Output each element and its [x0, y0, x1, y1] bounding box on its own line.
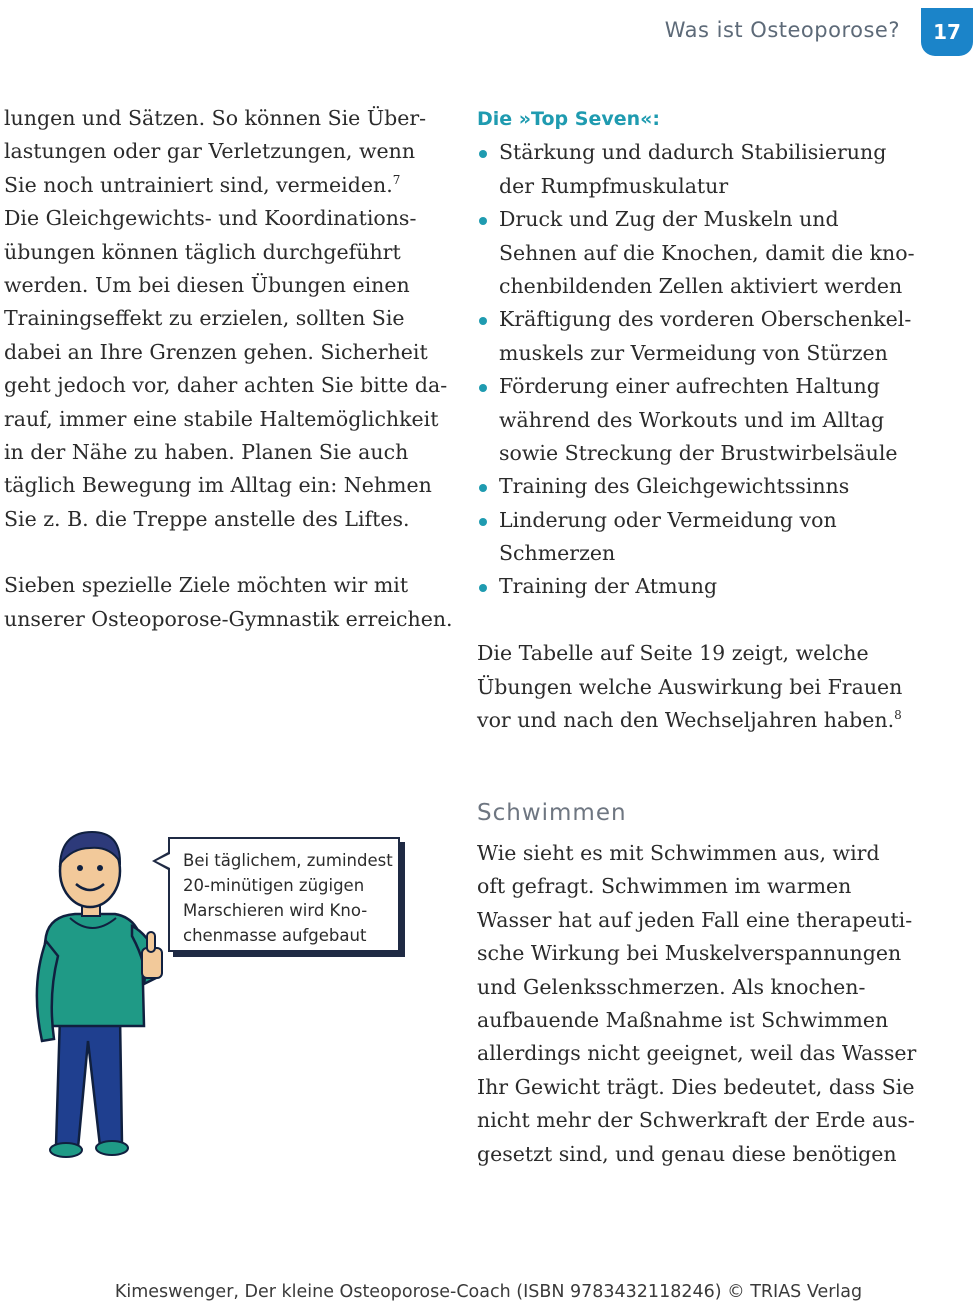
- list-item: [477, 136, 917, 203]
- text-line: Übungen welche Auswirkung bei Frauen: [477, 674, 903, 699]
- list-item-line: Linderung oder Vermeidung von: [499, 507, 837, 532]
- text-line: [4, 169, 444, 202]
- list-item-line: Druck und Zug der Muskeln und: [499, 207, 839, 232]
- text-line: sche Wirkung bei Muskelverspannungen: [477, 941, 902, 966]
- footnote-reference[interactable]: 8: [894, 708, 902, 723]
- text-line: oft gefragt. Schwimmen im warmen: [477, 874, 852, 899]
- list-item-line: während des Workouts und im Alltag: [499, 407, 885, 432]
- speech-bubble-line: Marschieren wird Kno-: [183, 901, 368, 920]
- text-line: Wasser hat auf jeden Fall eine therapeuti-: [477, 907, 913, 932]
- list-item-line: Sehnen auf die Knochen, damit die kno-: [499, 240, 915, 265]
- text-line: Wie sieht es mit Schwimmen aus, wird: [477, 841, 880, 865]
- text-line: unserer Osteoporose-Gymnastik erreichen.: [4, 606, 453, 631]
- text-line: Die Gleichgewichts- und Koordinations-: [4, 206, 417, 231]
- list-item-line: Stärkung und dadurch Stabilisierung: [499, 140, 887, 165]
- page-number-badge: 17: [921, 8, 973, 56]
- list-item-line: Training des Gleichgewichtssinns: [499, 474, 850, 499]
- speech-bubble-line: Bei täglichem, zumindest: [183, 851, 393, 870]
- list-item-line: Schmerzen: [499, 541, 616, 566]
- list-item: [477, 370, 917, 470]
- cartoon-man-thumbs-up-illustration: [20, 826, 170, 1166]
- text-line: in der Nähe zu haben. Planen Sie auch: [4, 439, 409, 464]
- text-line: übungen können täglich durchgeführt: [4, 239, 401, 264]
- swimming-text: [477, 837, 917, 1171]
- list-item: [477, 203, 917, 303]
- text-line: Sie z. B. die Treppe anstelle des Liftes.: [4, 506, 410, 531]
- text-line: Die Tabelle auf Seite 19 zeigt, welche: [477, 641, 869, 666]
- list-item: [477, 570, 917, 603]
- list-item-line: sowie Streckung der Brustwirbelsäule: [499, 440, 898, 465]
- text-line: Trainingseffekt zu erzielen, sollten Sie: [4, 306, 405, 331]
- text-line: dabei an Ihre Grenzen gehen. Sicherheit: [4, 339, 428, 364]
- text-line: nicht mehr der Schwerkraft der Erde aus-: [477, 1108, 915, 1133]
- text-line: täglich Bewegung im Alltag ein: Nehmen: [4, 473, 432, 498]
- list-item: [477, 303, 917, 370]
- list-item: [477, 504, 917, 571]
- list-item-line: Training der Atmung: [499, 574, 718, 599]
- text-line: Sieben spezielle Ziele möchten wir mit: [4, 573, 409, 598]
- list-item: [477, 470, 917, 503]
- list-item-line: der Rumpfmuskulatur: [499, 173, 729, 198]
- text-line: lastungen oder gar Verletzungen, wenn: [4, 139, 416, 164]
- text-line: lungen und Sätzen. So können Sie Über-: [4, 106, 427, 130]
- speech-bubble-line: chenmasse aufgebaut: [183, 926, 367, 945]
- text-line: werden. Um bei diesen Übungen einen: [4, 272, 410, 297]
- top-seven-heading: Die »Top Seven«:: [477, 108, 661, 130]
- top-seven-list: [477, 136, 917, 603]
- text-line: gesetzt sind, und genau diese benötigen: [477, 1141, 897, 1166]
- text-line: [477, 704, 917, 737]
- text-line: Ihr Gewicht trägt. Dies bedeutet, dass Sie: [477, 1074, 915, 1099]
- list-item-line: muskels zur Vermeidung von Stürzen: [499, 340, 888, 365]
- text-line: allerdings nicht geeignet, weil das Wasser: [477, 1041, 917, 1066]
- left-column: [4, 102, 453, 636]
- text-line: rauf, immer eine stabile Haltemöglichkeit: [4, 406, 439, 431]
- section-heading-swimming: Schwimmen: [477, 800, 627, 826]
- list-item-line: chenbildenden Zellen aktiviert werden: [499, 273, 903, 298]
- text-line-content: Sie noch untrainiert sind, vermeiden.: [4, 172, 393, 197]
- list-item-line: Förderung einer aufrechten Haltung: [499, 374, 880, 399]
- text-line: geht jedoch vor, daher achten Sie bitte da-: [4, 373, 448, 398]
- speech-bubble-line: 20-minütigen zügigen: [183, 876, 365, 895]
- speech-bubble: [168, 837, 400, 952]
- right-column: [477, 103, 917, 737]
- running-header-title: Was ist Osteoporose?: [664, 18, 900, 42]
- text-line: und Gelenksschmerzen. Als knochen-: [477, 974, 866, 999]
- footer-copyright: Kimeswenger, Der kleine Osteoporose-Coach (ISBN 9783432118246) © TRIAS Verlag: [114, 1282, 863, 1302]
- text-line-content: vor und nach den Wechseljahren haben.: [477, 708, 895, 733]
- list-item-line: Kräftigung des vorderen Oberschenkel-: [499, 307, 912, 332]
- footnote-reference[interactable]: 7: [392, 172, 401, 187]
- text-line: aufbauende Maßnahme ist Schwimmen: [477, 1007, 889, 1032]
